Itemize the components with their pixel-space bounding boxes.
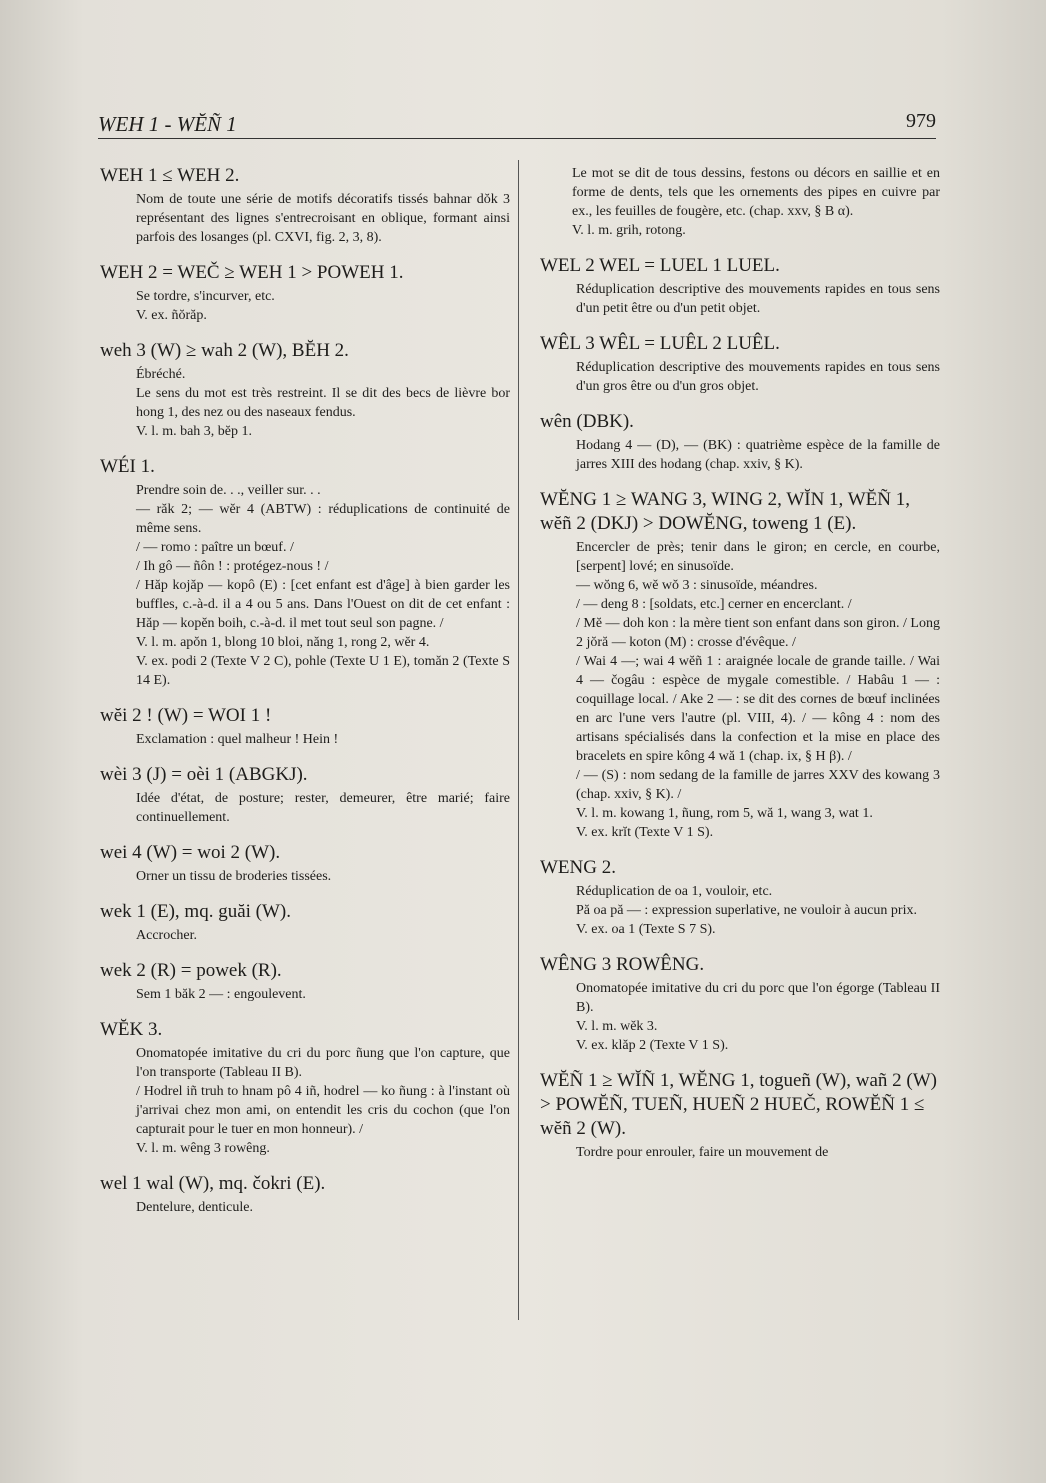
dictionary-entry xyxy=(100,1018,510,1158)
entry-body xyxy=(100,481,510,690)
dictionary-entry xyxy=(540,856,940,939)
entry-line: — răk 2; — wĕr 4 (ABTW) : réduplications de continuité de même sens. xyxy=(136,502,510,536)
entry-line: Ébréché. xyxy=(136,367,186,382)
dictionary-entry xyxy=(100,763,510,827)
dictionary-entry xyxy=(100,959,510,1004)
entry-line: V. ex. klăp 2 (Texte V 1 S). xyxy=(576,1038,729,1053)
entry-headword: WÉI 1. xyxy=(100,456,155,477)
dictionary-entry xyxy=(100,261,510,325)
entry-line: V. l. m. apŏn 1, blong 10 bloi, năng 1, rong 2, wĕr 4. xyxy=(136,635,430,650)
entry-body xyxy=(100,287,510,325)
entry-headword: WĔÑ 1 ≥ WĬÑ 1, WĔNG 1, togueñ (W), wañ 2 (W) > POWĔÑ, TUEÑ, HUEÑ 2 HUEČ, ROWĔÑ 1 ≤ wĕñ 2 (W). xyxy=(540,1070,938,1139)
entry-headword: wek 1 (E), mq. guăi (W). xyxy=(100,901,291,922)
entry-line: V. l. m. wĕk 3. xyxy=(576,1019,658,1034)
entry-line: Tordre pour enrouler, faire un mouvement de xyxy=(576,1145,829,1160)
entry-line: Hodang 4 — (D), — (BK) : quatrième espèce de la famille de jarres XIII des hodang (chap. xxiv, § K). xyxy=(576,438,940,472)
entry-headword: wek 2 (R) = powek (R). xyxy=(100,960,282,981)
entry-line: Réduplication descriptive des mouvements rapides en tous sens d'un petit être ou d'un petit objet. xyxy=(576,282,940,316)
entry-body xyxy=(100,789,510,827)
entry-line: Idée d'état, de posture; rester, demeurer, être marié; faire continuellement. xyxy=(136,791,510,825)
entry-headword: WÊL 3 WÊL = LUÊL 2 LUÊL. xyxy=(540,333,780,354)
entry-headword: weh 3 (W) ≥ wah 2 (W), BĔH 2. xyxy=(100,340,349,361)
entry-line: — wŏng 6, wĕ wŏ 3 : sinusoïde, méandres. xyxy=(576,578,818,593)
page-number: 979 xyxy=(906,110,936,132)
page-header xyxy=(98,108,936,138)
entry-line: V. ex. oa 1 (Texte S 7 S). xyxy=(576,922,716,937)
entry-headword: WEH 2 = WEČ ≥ WEH 1 > POWEH 1. xyxy=(100,262,404,283)
entry-headword: WÊNG 3 ROWÊNG. xyxy=(540,954,705,975)
entry-line: Pă oa pă — : expression superlative, ne vouloir à aucun prix. xyxy=(576,903,917,918)
dictionary-entry xyxy=(540,1069,940,1162)
entry-headword: WĔK 3. xyxy=(100,1019,163,1040)
entry-line: V. l. m. grih, rotong. xyxy=(572,223,686,238)
entry-headword: WEL 2 WEL = LUEL 1 LUEL. xyxy=(540,255,780,276)
entry-headword: WENG 2. xyxy=(540,857,616,878)
entry-headword: wĕi 2 ! (W) = WOI 1 ! xyxy=(100,705,272,726)
dictionary-entry xyxy=(100,1172,510,1217)
entry-line: Exclamation : quel malheur ! Hein ! xyxy=(136,732,339,747)
dictionary-entry xyxy=(540,953,940,1055)
entry-body xyxy=(100,190,510,247)
entry-line: Réduplication de oa 1, vouloir, etc. xyxy=(576,884,773,899)
entry-line: / Hăp kojăp — kopô (E) : [cet enfant est d'âge] à bien garder les buffles, c.-à-d. il a 4 ou 5 ans. Dans l'Ouest on dit de cet enfant : Hăp — kopĕn boih, c.-à-d. il met tout seul son pagne. / xyxy=(136,578,510,631)
right-entries xyxy=(540,254,940,1162)
entry-line: V. ex. krĭt (Texte V 1 S). xyxy=(576,825,714,840)
entry-headword: WĔNG 1 ≥ WANG 3, WING 2, WĬN 1, WĔÑ 1, wĕñ 2 (DKJ) > DOWĔNG, toweng 1 (E). xyxy=(540,489,910,534)
entry-line: V. ex. podi 2 (Texte V 2 C), pohle (Texte U 1 E), tomăn 2 (Texte S 14 E). xyxy=(136,654,510,688)
dictionary-entry xyxy=(100,339,510,441)
dictionary-entry xyxy=(540,488,940,842)
entry-line: Onomatopée imitative du cri du porc que l'on égorge (Tableau II B). xyxy=(576,981,940,1015)
running-head: WEH 1 - WĔÑ 1 xyxy=(98,112,237,136)
entry-line: V. l. m. kowang 1, ñung, rom 5, wă 1, wang 3, wat 1. xyxy=(576,806,873,821)
entry-headword: wel 1 wal (W), mq. čokri (E). xyxy=(100,1173,326,1194)
entry-line: / Mĕ — doh kon : la mère tient son enfant dans son giron. / Long 2 jŏră — koton (M) : crosse d'évêque. / xyxy=(576,616,940,650)
entry-line: Encercler de près; tenir dans le giron; en cercle, en courbe, [serpent] lové; en sinusoïde. xyxy=(576,540,940,574)
header-rule xyxy=(98,138,936,139)
entry-body xyxy=(100,985,510,1004)
entry-body xyxy=(540,1143,940,1162)
entry-body xyxy=(100,730,510,749)
entry-body xyxy=(100,365,510,441)
dictionary-entry xyxy=(100,164,510,247)
entry-line: Réduplication descriptive des mouvements rapides en tous sens d'un gros être ou d'un gros objet. xyxy=(576,360,940,394)
entry-line: Accrocher. xyxy=(136,928,198,943)
entry-line: Sem 1 băk 2 — : engoulevent. xyxy=(136,987,306,1002)
dictionary-entry xyxy=(540,410,940,474)
entry-line: Le sens du mot est très restreint. Il se dit des becs de lièvre bor hong 1, des nez ou des naseaux fendus. xyxy=(136,386,510,420)
dictionary-entry xyxy=(100,900,510,945)
right-column xyxy=(540,164,940,1176)
entry-line: V. l. m. bah 3, bĕp 1. xyxy=(136,424,253,439)
entry-body xyxy=(100,867,510,886)
entry-body xyxy=(540,436,940,474)
entry-line: / Ih gô — ñôn ! : protégez-nous ! / xyxy=(136,559,329,574)
dictionary-entry xyxy=(100,704,510,749)
entry-line: / — deng 8 : [soldats, etc.] cerner en encerclant. / xyxy=(576,597,852,612)
entry-body xyxy=(540,979,940,1055)
entry-body xyxy=(540,280,940,318)
entry-line: / Hodrel iñ truh to hnam pô 4 iñ, hodrel — ko ñung : à l'instant où j'arrivai chez mon ami, on entendit les cris du cochon (que l'on capturait pour le tuer en mon honneur). / xyxy=(136,1084,510,1137)
entry-line: Dentelure, denticule. xyxy=(136,1200,254,1215)
dictionary-entry xyxy=(540,254,940,318)
entry-line: V. ex. ñŏrăp. xyxy=(136,308,207,323)
entry-headword: wei 4 (W) = woi 2 (W). xyxy=(100,842,281,863)
left-column xyxy=(100,164,510,1231)
entry-line: / Wai 4 —; wai 4 wĕñ 1 : araignée locale de grande taille. / Wai 4 — čogâu : espèce de mygale comestible. / Habâu 1 — : coquillage local. / Ake 2 — : se dit des cornes de bœuf inclinées en arc l'une vers l'autre (pl. VIII, 4). / — kông 4 : nom des artisans spécialisés dans la confection et la mise en place des bracelets en spire kông 4 wă 1 (chap. ix, § H β). / xyxy=(576,654,940,764)
entry-body xyxy=(100,1198,510,1217)
entry-line: Orner un tissu de broderies tissées. xyxy=(136,869,332,884)
entry-headword: wên (DBK). xyxy=(540,411,634,432)
entry-headword: WEH 1 ≤ WEH 2. xyxy=(100,165,240,186)
entry-body xyxy=(540,882,940,939)
entry-line: / — (S) : nom sedang de la famille de jarres XXV des kowang 3 (chap. xxiv, § K). / xyxy=(576,768,940,802)
entry-line: Nom de toute une série de motifs décoratifs tissés bahnar dŏk 3 représentant des lignes s'entrecroisant en oblique, formant ainsi parfois des losanges (pl. CXVI, fig. 2, 3, 8). xyxy=(136,192,510,245)
entry-body xyxy=(100,1044,510,1158)
dictionary-entry xyxy=(100,841,510,886)
entry-line: Se tordre, s'incurver, etc. xyxy=(136,289,275,304)
entry-body xyxy=(540,358,940,396)
column-divider xyxy=(518,160,519,1320)
entry-line: Onomatopée imitative du cri du porc ñung que l'on capture, que l'on transporte (Tableau II B). xyxy=(136,1046,510,1080)
entry-line: Prendre soin de. . ., veiller sur. . . xyxy=(136,483,321,498)
entry-line: V. l. m. wêng 3 rowêng. xyxy=(136,1141,270,1156)
entry-headword: wèi 3 (J) = oèi 1 (ABGKJ). xyxy=(100,764,308,785)
entry-body xyxy=(100,926,510,945)
dictionary-entry xyxy=(100,455,510,690)
entry-body xyxy=(540,538,940,842)
dictionary-entry xyxy=(540,332,940,396)
entry-line: Le mot se dit de tous dessins, festons ou décors en saillie et en forme de dents, tels que les ornements des pipes en cuivre par ex., les feuilles de fougère, etc. (chap. xxv, § B α). xyxy=(572,166,940,219)
continued-entry xyxy=(540,164,940,240)
entry-line: / — romo : paître un bœuf. / xyxy=(136,540,294,555)
